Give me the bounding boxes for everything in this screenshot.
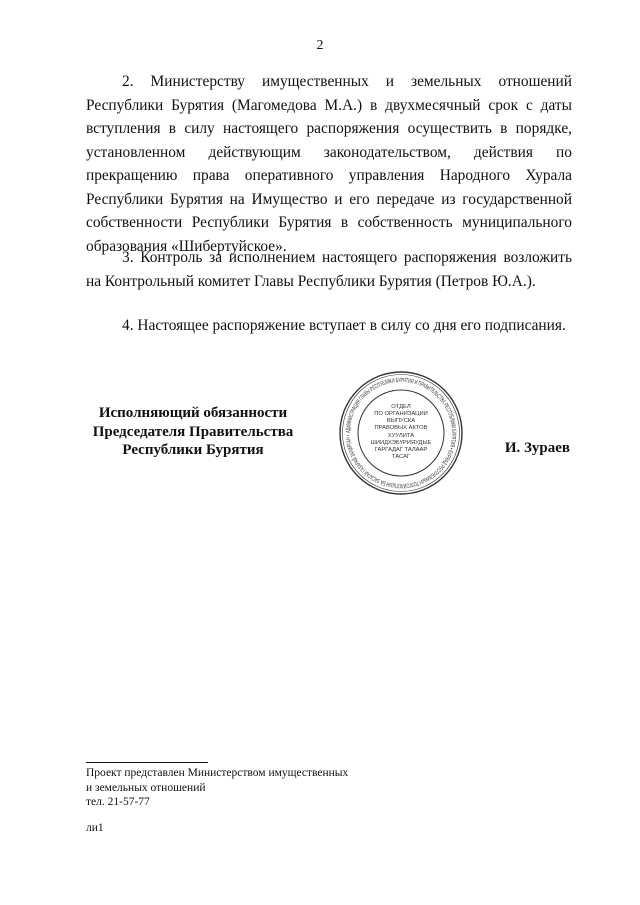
svg-text:ХУУЛИТА: ХУУЛИТА (387, 433, 415, 439)
footnote (86, 766, 348, 810)
page-number: 2 (316, 38, 324, 53)
document-code: ли1 (86, 822, 104, 834)
footnote-line: и земельных отношений (86, 781, 206, 794)
paragraph-4: 4. Настоящее распоряжение вступает в силу со дня его подписания. (122, 317, 566, 334)
svg-text:ТАСАГ: ТАСАГ (391, 454, 411, 460)
svg-text:ПО ОРГАНИЗАЦИИ: ПО ОРГАНИЗАЦИИ (374, 411, 428, 417)
svg-text:ОТДЕЛ: ОТДЕЛ (391, 404, 411, 410)
signatory-title-line: Республики Бурятия (122, 442, 264, 458)
official-stamp (338, 370, 464, 496)
signatory-title (78, 404, 308, 460)
signer-name: И. Зураев (504, 440, 570, 456)
paragraph-3: 3. Контроль за исполнением настоящего распоряжения возложить на Контрольный комитет Главы Республики Бурятия (Петров Ю.А.). (86, 249, 572, 290)
signatory-title-line: Исполняющий обязанности (98, 405, 288, 421)
stamp-outer-text: АДМИНИСТРАЦИЯ ГЛАВЫ РЕСПУБЛИКИ БУРЯТИЯ И ПРАВИТЕЛЬСТВА РЕСПУБЛИКИ БУРЯТИЯ • БУРЯАД РЕСПУБЛИКЫН ТОЛГОЙЛОГШЫН БА ЗАСАГАЙ ГАЗАРАЙ ЗАХИРГАН • (344, 376, 458, 490)
footnote-phone: тел. 21-57-77 (86, 796, 150, 808)
svg-text:ВЫПУСКА: ВЫПУСКА (386, 418, 416, 424)
footnote-line: Проект представлен Министерством имущественных (86, 767, 349, 779)
svg-text:ПРАВОВЫХ АКТОВ: ПРАВОВЫХ АКТОВ (374, 425, 428, 431)
paragraph-2: 2. Министерству имущественных и земельных отношений Республики Бурятия (Магомедова М.А.) в двухмесячный срок с даты вступления в силу настоящего распоряжения осуществить в порядке, установленном действующим законодательством, действия по прекращению права оперативного управления Народного Хурала Республики Бурятия на Имущество и его передаче из государственной собственности Республики Бурятия в собственность муниципального образования «Шибертуйское». (86, 73, 572, 255)
svg-text:ГАРГАДАГ ТАЛААР: ГАРГАДАГ ТАЛААР (374, 447, 428, 453)
signatory-title-line: Председателя Правительства (92, 423, 294, 440)
footnote-divider (86, 762, 208, 763)
stamp-inner-text (370, 404, 431, 460)
svg-text:ШИИДХЭБҮРИЯУДЫЕ: ШИИДХЭБҮРИЯУДЫЕ (370, 440, 432, 446)
